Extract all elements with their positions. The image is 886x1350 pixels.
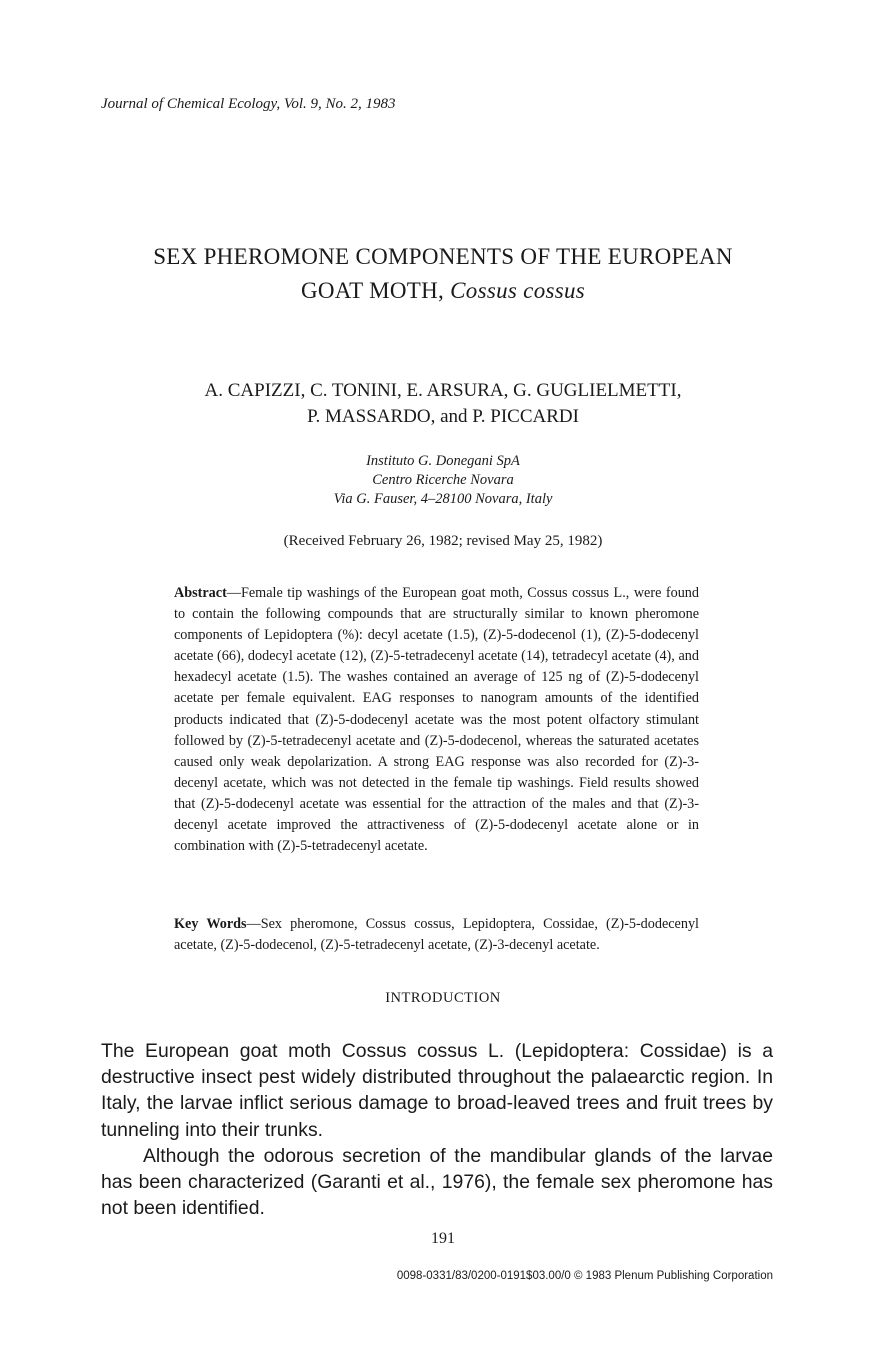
authors-line-2: P. MASSARDO, and P. PICCARDI xyxy=(307,406,579,427)
body-paragraph-1: The European goat moth Cossus cossus L. (Lepidoptera: Cossidae) is a destructive insect pest widely distributed throughout the palaearctic region. In Italy, the larvae inflict serious damage to broad-leaved trees and fruit trees by tunneling into their trunks. xyxy=(101,1040,773,1141)
keywords xyxy=(174,914,699,956)
affiliation-line-1: Instituto G. Donegani SpA xyxy=(366,453,520,469)
abstract-label: Abstract xyxy=(174,585,227,601)
keywords-label: Key Words xyxy=(174,916,247,932)
title-line-2-prefix: GOAT MOTH, xyxy=(300,278,451,303)
received-dates: (Received February 26, 1982; revised May 25, 1982) xyxy=(283,533,603,549)
section-heading: INTRODUCTION xyxy=(385,990,501,1006)
body-paragraph-2: Although the odorous secretion of the mandibular glands of the larvae has been characterized (Garanti et al., 1976), the female sex pheromone has not been identified. xyxy=(101,1144,773,1220)
abstract xyxy=(174,583,699,857)
abstract-text: —Female tip washings of the European goat moth, Cossus cossus L., were found to contain the following compounds that are structurally similar to known pheromone components of Lepidoptera (%): decyl acetate (1.5), (Z)-5-dodecenol (1), (Z)-5-dodecenyl acetate (66), dodecyl acetate (12), (Z)-5-tetradecenyl acetate (14), tetradecyl acetate (4), and hexadecyl acetate (1.5). The washes contained an average of 125 ng of (Z)-5-dodecenyl acetate per female equivalent. EAG responses to nanogram amounts of the identified products indicated that (Z)-5-dodecenyl acetate was the most potent olfactory stimulant followed by (Z)-5-tetradecenyl acetate and (Z)-5-dodecenol, whereas the saturated acetates caused only weak depolarization. A strong EAG response was also recorded for (Z)-3-decenyl acetate, which was not detected in the female tip washings. Field results showed that (Z)-5-dodecenyl acetate was essential for the attraction of the males and that (Z)-3-decenyl acetate improved the attractiveness of (Z)-5-dodecenyl acetate alone or in combination with (Z)-5-tetradecenyl acetate. xyxy=(174,585,699,855)
body-text xyxy=(101,1038,773,1221)
page-number: 191 xyxy=(431,1230,455,1247)
paper-title xyxy=(60,240,826,308)
journal-citation: Journal of Chemical Ecology, Vol. 9, No. 2, 1983 xyxy=(101,96,396,112)
title-species: Cossus cossus xyxy=(450,278,586,303)
keywords-text: —Sex pheromone, Cossus cossus, Lepidoptera, Cossidae, (Z)-5-dodecenyl acetate, (Z)-5-dodecenol, (Z)-5-tetradecenyl acetate, (Z)-3-decenyl acetate. xyxy=(174,916,699,954)
copyright-line: 0098-0331/83/0200-0191$03.00/0 © 1983 Plenum Publishing Corporation xyxy=(396,1270,773,1282)
affiliation xyxy=(60,452,826,509)
title-line-1: SEX PHEROMONE COMPONENTS OF THE EUROPEAN xyxy=(153,244,733,269)
authors-line-1: A. CAPIZZI, C. TONINI, E. ARSURA, G. GUGLIELMETTI, xyxy=(204,380,682,401)
author-list xyxy=(60,378,826,430)
affiliation-line-3: Via G. Fauser, 4–28100 Novara, Italy xyxy=(333,491,553,507)
title-line-2 xyxy=(60,274,826,308)
affiliation-line-2: Centro Ricerche Novara xyxy=(372,472,514,488)
